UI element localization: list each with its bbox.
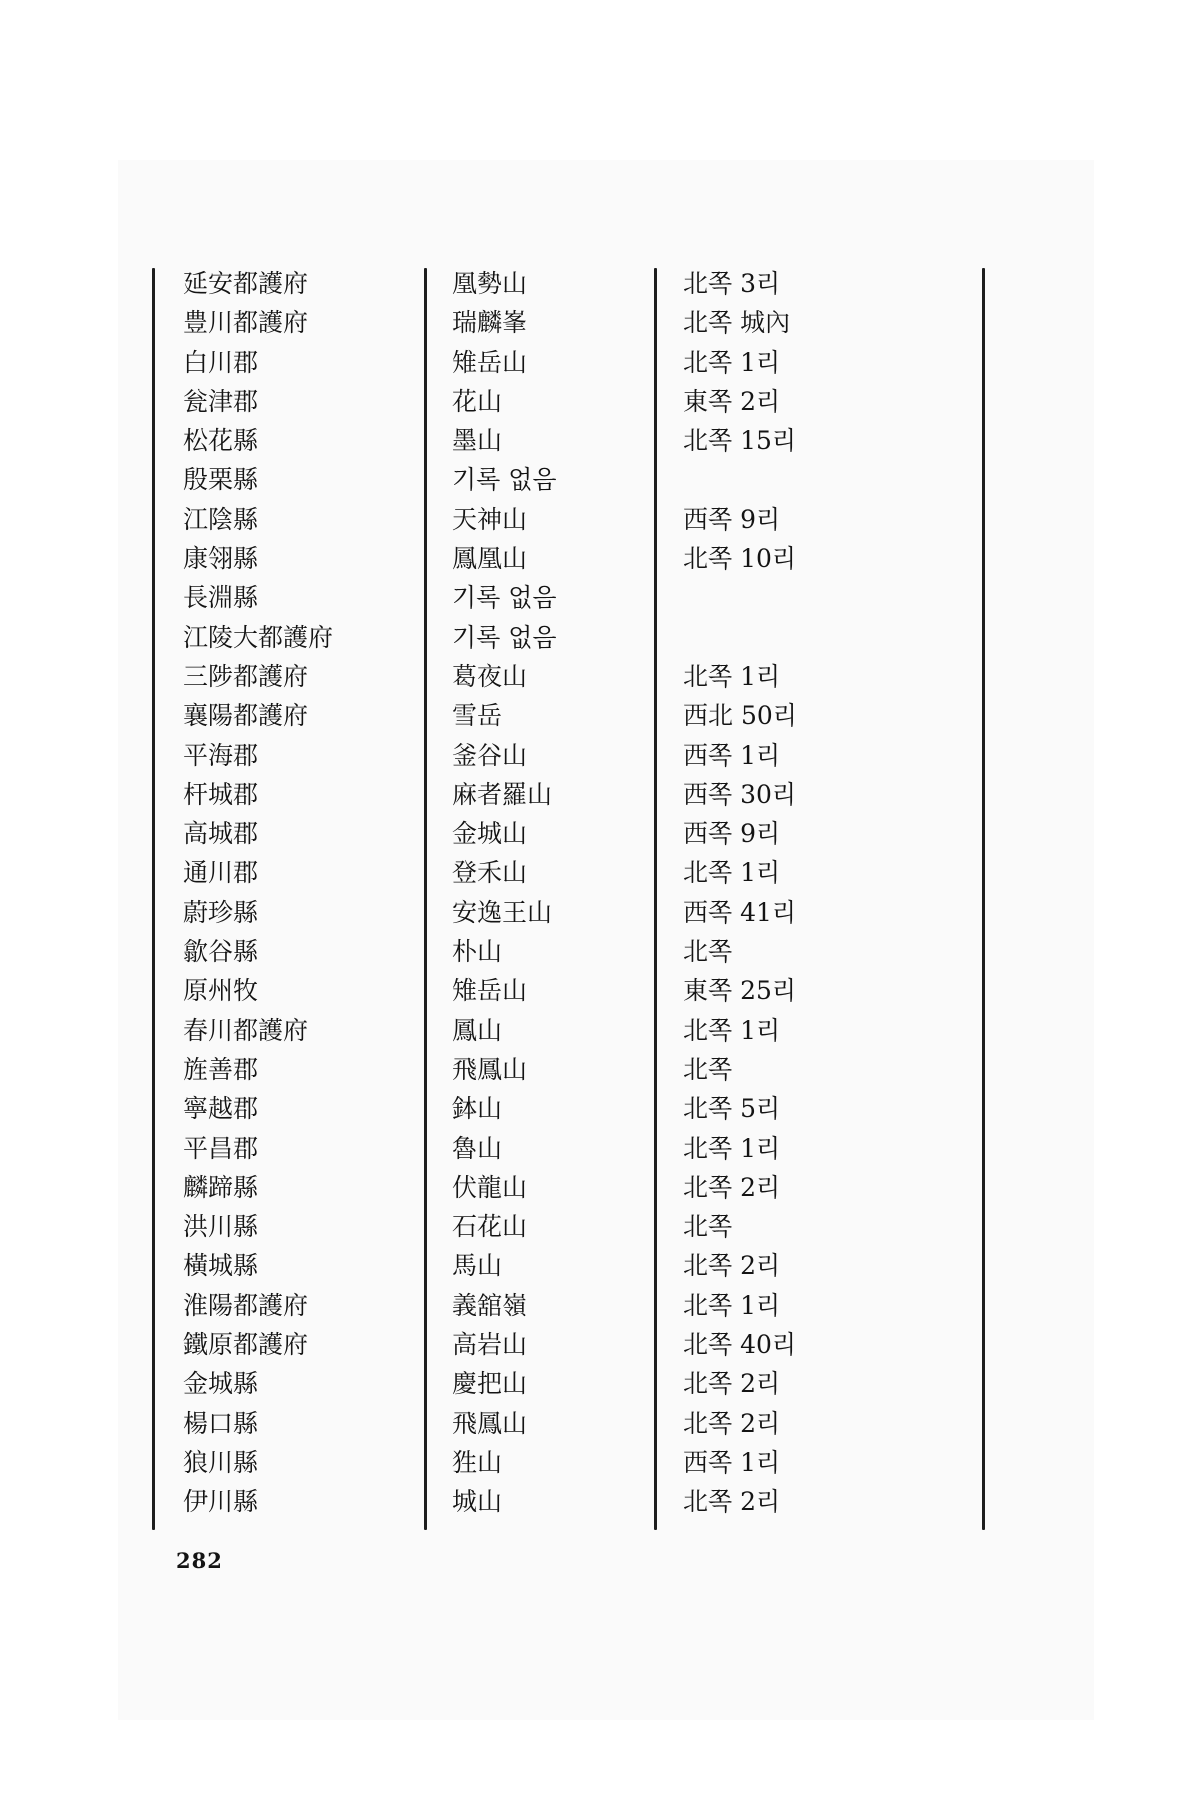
place-name-cell: 春川都護府 [183, 1015, 309, 1045]
table-row [0, 1443, 1200, 1482]
table-row [0, 618, 1200, 657]
place-name-cell: 歙谷縣 [183, 937, 259, 967]
place-name-cell: 豊川都護府 [183, 308, 309, 338]
location-cell: 北쪽 [683, 1212, 733, 1242]
location-cell: 北쪽 2리 [683, 1487, 781, 1517]
mountain-name-cell: 伏龍山 [452, 1172, 528, 1202]
place-name-cell: 殷栗縣 [183, 465, 259, 495]
table-row [0, 382, 1200, 421]
location-cell: 北쪽 40리 [683, 1330, 797, 1360]
mountain-name-cell: 馬山 [452, 1251, 503, 1281]
place-name-cell: 楊口縣 [183, 1408, 259, 1438]
mountain-name-cell: 飛鳳山 [452, 1408, 528, 1438]
place-name-cell: 三陟都護府 [183, 661, 309, 691]
place-name-cell: 長淵縣 [183, 583, 259, 613]
table-row [0, 657, 1200, 696]
mountain-name-cell: 高岩山 [452, 1330, 528, 1360]
mountain-name-cell: 金城山 [452, 819, 528, 849]
mountain-name-cell: 城山 [452, 1487, 503, 1517]
table-row [0, 971, 1200, 1010]
place-name-cell: 康翎縣 [183, 544, 259, 574]
place-name-cell: 白川郡 [183, 347, 259, 377]
mountain-name-cell: 石花山 [452, 1212, 528, 1242]
location-cell: 西北 50리 [683, 701, 797, 731]
mountain-name-cell: 기록 없음 [452, 465, 557, 495]
table-row [0, 421, 1200, 460]
mountain-name-cell: 釜谷山 [452, 740, 528, 770]
place-name-cell: 金城縣 [183, 1369, 259, 1399]
place-name-cell: 原州牧 [183, 976, 259, 1006]
location-cell: 北쪽 10리 [683, 544, 797, 574]
place-name-cell: 江陰縣 [183, 504, 259, 534]
table-row [0, 1325, 1200, 1364]
place-name-cell: 杆城郡 [183, 779, 259, 809]
location-cell: 北쪽 5리 [683, 1094, 781, 1124]
table-row [0, 500, 1200, 539]
place-name-cell: 狼川縣 [183, 1447, 259, 1477]
mountain-name-cell: 狌山 [452, 1447, 503, 1477]
place-name-cell: 襄陽都護府 [183, 701, 309, 731]
table-row [0, 1482, 1200, 1521]
location-cell: 北쪽 1리 [683, 347, 781, 377]
location-cell: 西쪽 9리 [683, 819, 781, 849]
place-name-cell: 麟蹄縣 [183, 1172, 259, 1202]
location-cell: 西쪽 30리 [683, 779, 797, 809]
mountain-name-cell: 葛夜山 [452, 661, 528, 691]
mountain-name-cell: 雉岳山 [452, 347, 528, 377]
table-row [0, 893, 1200, 932]
place-name-cell: 平昌郡 [183, 1133, 259, 1163]
table-row [0, 1011, 1200, 1050]
location-cell: 西쪽 41리 [683, 897, 797, 927]
table-row [0, 696, 1200, 735]
place-name-cell: 淮陽都護府 [183, 1290, 309, 1320]
table-row [0, 814, 1200, 853]
location-cell: 西쪽 1리 [683, 740, 781, 770]
mountain-name-cell: 慶把山 [452, 1369, 528, 1399]
table-row [0, 932, 1200, 971]
mountain-name-cell: 雉岳山 [452, 976, 528, 1006]
location-cell: 東쪽 25리 [683, 976, 797, 1006]
mountain-name-cell: 鳳凰山 [452, 544, 528, 574]
mountain-name-cell: 登禾山 [452, 858, 528, 888]
location-cell: 北쪽 [683, 1054, 733, 1084]
table-row [0, 1050, 1200, 1089]
location-cell: 西쪽 9리 [683, 504, 781, 534]
mountain-name-cell: 瑞麟峯 [452, 308, 528, 338]
mountain-name-cell: 麻者羅山 [452, 779, 553, 809]
table-row [0, 1089, 1200, 1128]
location-cell: 北쪽 [683, 937, 733, 967]
mountain-name-cell: 安逸王山 [452, 897, 553, 927]
mountain-name-cell: 飛鳳山 [452, 1054, 528, 1084]
table-body [0, 264, 1200, 1522]
location-cell: 北쪽 2리 [683, 1172, 781, 1202]
mountain-name-cell: 鉢山 [452, 1094, 503, 1124]
location-cell: 北쪽 2리 [683, 1251, 781, 1281]
location-cell: 北쪽 1리 [683, 1133, 781, 1163]
mountain-name-cell: 天神山 [452, 504, 528, 534]
mountain-name-cell: 기록 없음 [452, 583, 557, 613]
table-row [0, 1207, 1200, 1246]
place-name-cell: 延安都護府 [183, 269, 309, 298]
location-cell: 北쪽 2리 [683, 1369, 781, 1399]
place-name-cell: 通川郡 [183, 858, 259, 888]
mountain-name-cell: 花山 [452, 386, 503, 416]
place-name-cell: 松花縣 [183, 426, 259, 456]
table-row [0, 460, 1200, 499]
table-row [0, 775, 1200, 814]
table-row [0, 1246, 1200, 1285]
location-cell: 北쪽 3리 [683, 269, 781, 298]
mountain-name-cell: 凰勢山 [452, 269, 528, 298]
table-row [0, 1168, 1200, 1207]
location-cell: 北쪽 城內 [683, 308, 791, 338]
location-cell: 北쪽 1리 [683, 1290, 781, 1320]
table-row [0, 539, 1200, 578]
place-name-cell: 鐵原都護府 [183, 1330, 309, 1360]
place-name-cell: 高城郡 [183, 819, 259, 849]
table-row [0, 1286, 1200, 1325]
location-cell: 西쪽 1리 [683, 1447, 781, 1477]
place-name-cell: 平海郡 [183, 740, 259, 770]
mountain-name-cell: 魯山 [452, 1133, 503, 1163]
table-row [0, 303, 1200, 342]
place-name-cell: 伊川縣 [183, 1487, 259, 1517]
table-row [0, 264, 1200, 303]
mountain-name-cell: 기록 없음 [452, 622, 557, 652]
table-row [0, 853, 1200, 892]
mountain-name-cell: 雪岳 [452, 701, 503, 731]
table-row [0, 736, 1200, 775]
location-cell: 北쪽 2리 [683, 1408, 781, 1438]
table-row [0, 343, 1200, 382]
place-name-cell: 橫城縣 [183, 1251, 259, 1281]
place-name-cell: 旌善郡 [183, 1054, 259, 1084]
place-name-cell: 江陵大都護府 [183, 622, 334, 652]
mountain-name-cell: 墨山 [452, 426, 503, 456]
place-name-cell: 瓮津郡 [183, 386, 259, 416]
location-cell: 北쪽 1리 [683, 661, 781, 691]
location-cell: 北쪽 1리 [683, 858, 781, 888]
place-name-cell: 寧越郡 [183, 1094, 259, 1124]
table-row [0, 1404, 1200, 1443]
place-name-cell: 洪川縣 [183, 1212, 259, 1242]
table-row [0, 1129, 1200, 1168]
location-cell: 北쪽 1리 [683, 1015, 781, 1045]
mountain-name-cell: 鳳山 [452, 1015, 503, 1045]
location-cell: 東쪽 2리 [683, 386, 781, 416]
table-row [0, 578, 1200, 617]
table-row [0, 1364, 1200, 1403]
mountain-name-cell: 義舘嶺 [452, 1290, 528, 1320]
mountain-name-cell: 朴山 [452, 937, 503, 967]
location-cell: 北쪽 15리 [683, 426, 797, 456]
page-number: 282 [176, 1548, 223, 1573]
place-name-cell: 蔚珍縣 [183, 897, 259, 927]
